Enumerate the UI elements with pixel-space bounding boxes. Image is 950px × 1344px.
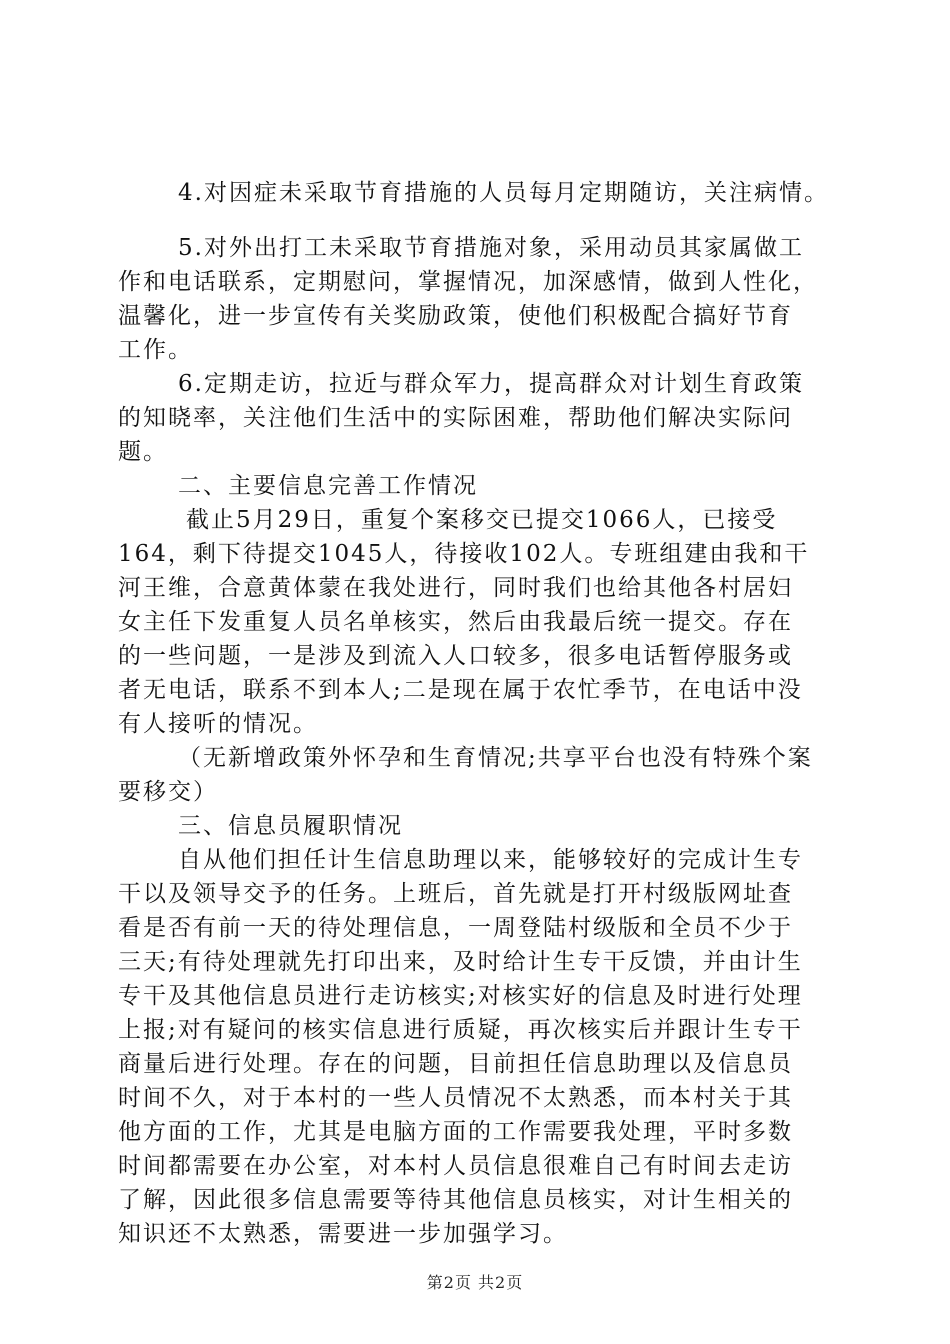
- paragraph-line: 三天;有待处理就先打印出来，及时给计生专干反馈，并由计生: [118, 949, 803, 975]
- section-heading: 二、主要信息完善工作情况: [178, 473, 478, 499]
- paragraph-line: 有人接听的情况。: [118, 711, 318, 737]
- paragraph-line: 的知晓率，关注他们生活中的实际困难，帮助他们解决实际问: [118, 405, 793, 431]
- section-heading: 三、信息员履职情况: [178, 813, 403, 839]
- paragraph-line: 自从他们担任计生信息助理以来，能够较好的完成计生专: [178, 847, 803, 873]
- paragraph-line: 了解，因此很多信息需要等待其他信息员核实，对计生相关的: [118, 1187, 793, 1213]
- paragraph-line: 他方面的工作，尤其是电脑方面的工作需要我处理，平时多数: [118, 1119, 793, 1145]
- paragraph-line: 专干及其他信息员进行走访核实;对核实好的信息及时进行处理: [118, 983, 803, 1009]
- paragraph-line: 河王维，合意黄体蒙在我处进行，同时我们也给其他各村居妇: [118, 575, 793, 601]
- paragraph-line: 时间不久，对于本村的一些人员情况不太熟悉，而本村关于其: [118, 1085, 793, 1111]
- paragraph-line: 者无电话，联系不到本人;二是现在属于农忙季节，在电话中没: [118, 677, 803, 703]
- paragraph-line: 干以及领导交予的任务。上班后，首先就是打开村级版网址查: [118, 881, 793, 907]
- paragraph-line: 工作。: [118, 337, 193, 363]
- paragraph-line: 题。: [118, 439, 168, 465]
- paragraph-line: 截止5月29日，重复个案移交已提交1066人，已接受: [186, 507, 778, 533]
- paragraph-line: 上报;对有疑问的核实信息进行质疑，再次核实后并跟计生专干: [118, 1017, 803, 1043]
- paragraph-line: 看是否有前一天的待处理信息，一周登陆村级版和全员不少于: [118, 915, 793, 941]
- paragraph-line: 6.定期走访，拉近与群众军力，提高群众对计划生育政策: [178, 371, 804, 397]
- page-footer: 第2页 共2页: [426, 1273, 524, 1292]
- paragraph-line: 的一些问题，一是涉及到流入人口较多，很多电话暂停服务或: [118, 643, 793, 669]
- paragraph-line: 164，剩下待提交1045人，待接收102人。专班组建由我和干: [118, 541, 810, 567]
- paragraph-line: 4.对因症未采取节育措施的人员每月定期随访，关注病情。: [178, 180, 829, 206]
- paragraph-line: 作和电话联系，定期慰问，掌握情况，加深感情，做到人性化，: [118, 269, 818, 295]
- paragraph-line: 商量后进行处理。存在的问题，目前担任信息助理以及信息员: [118, 1051, 793, 1077]
- paragraph-line: （无新增政策外怀孕和生育情况;共享平台也没有特殊个案: [178, 745, 813, 771]
- paragraph-line: 温馨化，进一步宣传有关奖励政策，使他们积极配合搞好节育: [118, 303, 793, 329]
- paragraph-line: 要移交）: [118, 779, 218, 805]
- paragraph-line: 时间都需要在办公室，对本村人员信息很难自己有时间去走访: [118, 1153, 793, 1179]
- paragraph-line: 女主任下发重复人员名单核实，然后由我最后统一提交。存在: [118, 609, 793, 635]
- paragraph-line: 知识还不太熟悉，需要进一步加强学习。: [118, 1221, 568, 1247]
- paragraph-line: 5.对外出打工未采取节育措施对象，采用动员其家属做工: [178, 235, 804, 261]
